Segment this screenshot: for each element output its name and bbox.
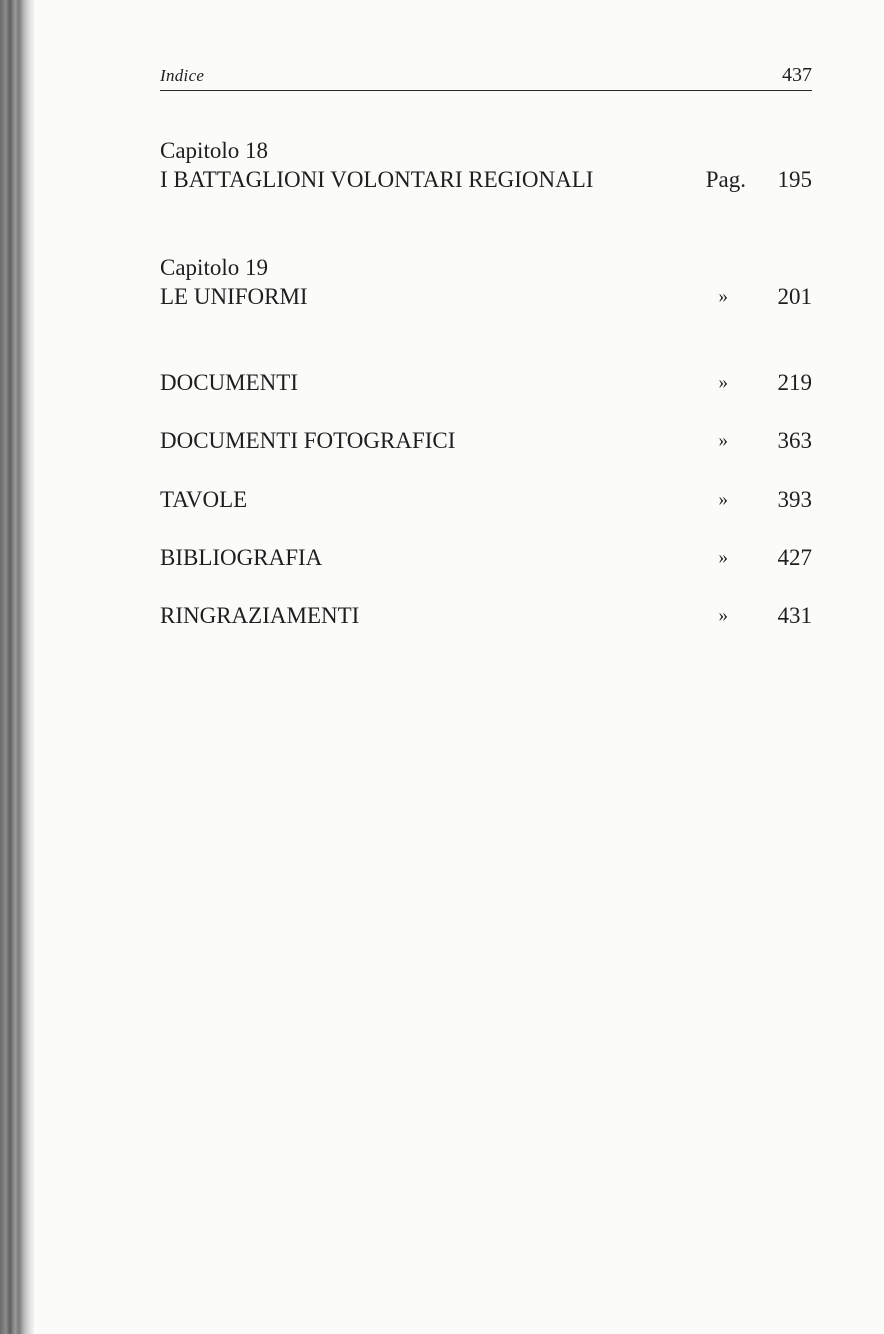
- toc-entry-page: 195: [777, 167, 812, 192]
- toc-entry-bibliografia: [160, 543, 812, 572]
- toc-entry-documenti-fotografici: [160, 426, 812, 455]
- toc-entry-title: DOCUMENTI FOTOGRAFICI: [160, 428, 456, 453]
- toc-entry-title: LE UNIFORMI: [160, 284, 308, 309]
- page-number: 437: [782, 64, 812, 86]
- toc-entry-title: BIBLIOGRAFIA: [160, 545, 323, 570]
- chapter-label: Capitolo 19: [160, 255, 268, 280]
- toc-entry-ringraziamenti: [160, 601, 812, 630]
- binding-gutter: [0, 0, 34, 1334]
- running-header: [160, 64, 812, 91]
- running-header-title: Indice: [160, 66, 205, 85]
- page-marker: Pag.: [705, 167, 746, 192]
- toc-entry-page: 219: [777, 370, 812, 395]
- toc-entry-title: DOCUMENTI: [160, 370, 298, 395]
- toc-entry-page: 363: [777, 428, 812, 453]
- ditto-marker: »: [718, 605, 728, 626]
- ditto-marker: »: [718, 489, 728, 510]
- toc-entry-page: 393: [777, 487, 812, 512]
- toc-entry-page: 201: [777, 284, 812, 309]
- toc-entry-tavole: [160, 485, 812, 514]
- ditto-marker: »: [718, 547, 728, 568]
- ditto-marker: »: [718, 430, 728, 451]
- ditto-marker: »: [718, 372, 728, 393]
- toc-entry-title: TAVOLE: [160, 487, 248, 512]
- toc-entry-page: 431: [777, 603, 812, 628]
- toc-entry-documenti: [160, 368, 812, 397]
- toc-entry-chapter-18: [160, 136, 812, 194]
- ditto-marker: »: [718, 286, 728, 307]
- toc-entry-title: I BATTAGLIONI VOLONTARI REGIONALI: [160, 167, 594, 192]
- toc-entry-chapter-19: [160, 253, 812, 311]
- chapter-label: Capitolo 18: [160, 138, 268, 163]
- toc-entry-page: 427: [777, 545, 812, 570]
- toc-entry-title: RINGRAZIAMENTI: [160, 603, 360, 628]
